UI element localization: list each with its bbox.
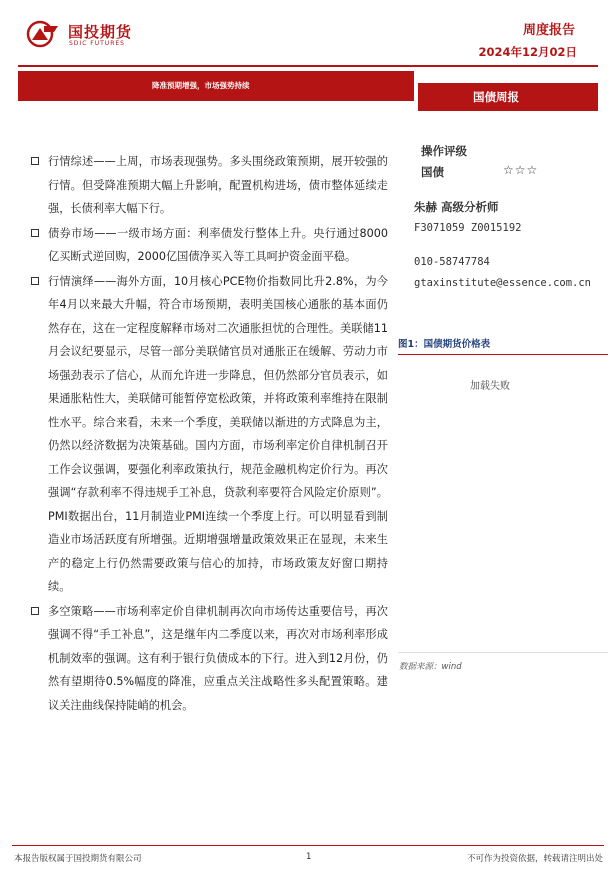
figure-title-divider xyxy=(398,354,608,355)
footer-divider xyxy=(12,845,604,846)
logo-name: 国投期货 xyxy=(68,23,133,41)
bullet-text: 行情综述——上周，市场表现强势。多头围绕政策预期，展开较强的行情。但受降准预期大幅上升影响，配置机构进场，债市整体延续走强，长债利率大幅下行。 xyxy=(48,155,388,215)
page-number: 1 xyxy=(306,852,312,862)
bullet-market-summary xyxy=(30,150,388,221)
analyst-email[interactable]: gtaxinstitute@essence.com.cn xyxy=(414,277,592,289)
bullet-market-analysis xyxy=(30,270,388,599)
headline-text: 降准预期增强，市场强势持续 xyxy=(152,81,250,90)
company-logo xyxy=(26,18,176,50)
report-type: 周度报告 xyxy=(522,23,575,38)
bullet-strategy xyxy=(30,600,388,718)
analyst-name: 朱赫 高级分析师 xyxy=(414,200,499,214)
footer-disclaimer: 不可作为投资依据，转载请注明出处 xyxy=(466,854,603,864)
section-tab xyxy=(418,83,598,111)
bullet-text: 债券市场——一级市场方面：利率债发行整体上升。央行通过8000亿买断式逆回购，2000亿国债净买入等工具呵护资金面平稳。 xyxy=(48,226,388,263)
figure-source: 数据来源：wind xyxy=(399,662,462,672)
rating-label: 操作评级 xyxy=(421,144,467,158)
figure-load-failed: 加载失败 xyxy=(470,381,510,392)
header-divider xyxy=(18,65,598,67)
bullet-text: 多空策略——市场利率定价自律机制再次向市场传达重要信号，再次强调不得“手工补息”，这是继年内二季度以来，再次对市场利率形成机制效率的强调。这有利于银行负债成本的下行。进入到12月份，仍然有望期待0.5%幅度的降准，应重点关注战略性多头配置策略。建议关注曲线保持陡峭的机会。 xyxy=(48,604,388,712)
section-tab-label: 国债周报 xyxy=(473,90,519,104)
rating-stars: ☆☆☆ xyxy=(503,163,539,177)
headline-banner xyxy=(18,71,414,101)
bullet-text: 行情演绎——海外方面，10月核心PCE物价指数同比升2.8%，为今年4月以来最大升幅，符合市场预期，表明美国核心通胀的基本面仍然存在，这在一定程度解释市场对二次通胀担忧的合理性。美联储11月会议纪要显示，尽管一部分美联储官员对通胀正在缓解、劳动力市场强劲表示了信心，从而允许进一步降息，但仍然部分官员表示，如果通胀粘性大，美联储可能暂停宽松政策，并将政策利率维持在限制性水平。综合来看，未来一个季度，美联储以渐进的方式降息为主，仍然以经济数据为决策基础。国内方面，市场利率定价自律机制召开工作会议强调，要强化利率政策执行，规范金融机构定价行为。再次强调“存款利率不得违规手工补息，贷款利率要符合风险定价原则”。PMI数据出台，11月制造业PMI连续一个季度上行。可以明显看到制造业市场活跃度有所增强。近期增强增量政策效果正在显现，未来生产的稳定上行仍然需要政策与信心的加持，市场政策友好窗口期持续。 xyxy=(48,274,388,593)
figure-bottom-divider xyxy=(398,652,608,653)
footer-copyright: 本报告版权属于国投期货有限公司 xyxy=(14,854,142,864)
checkbox-bullet-icon xyxy=(31,229,39,237)
analyst-phone: 010-58747784 xyxy=(414,256,490,268)
checkbox-bullet-icon xyxy=(31,607,39,615)
logo-subtitle: SDIC FUTURES xyxy=(69,40,125,47)
checkbox-bullet-icon xyxy=(31,157,39,165)
figure-title: 图1：国债期货价格表 xyxy=(398,339,491,350)
rating-item: 国债 xyxy=(421,165,444,179)
report-date: 2024年12月02日 xyxy=(478,45,577,59)
analyst-cert: F3071059 Z0015192 xyxy=(414,222,522,234)
bullet-bond-market xyxy=(30,222,388,269)
main-content xyxy=(30,150,388,718)
checkbox-bullet-icon xyxy=(31,277,39,285)
logo-mark-icon xyxy=(26,20,62,48)
